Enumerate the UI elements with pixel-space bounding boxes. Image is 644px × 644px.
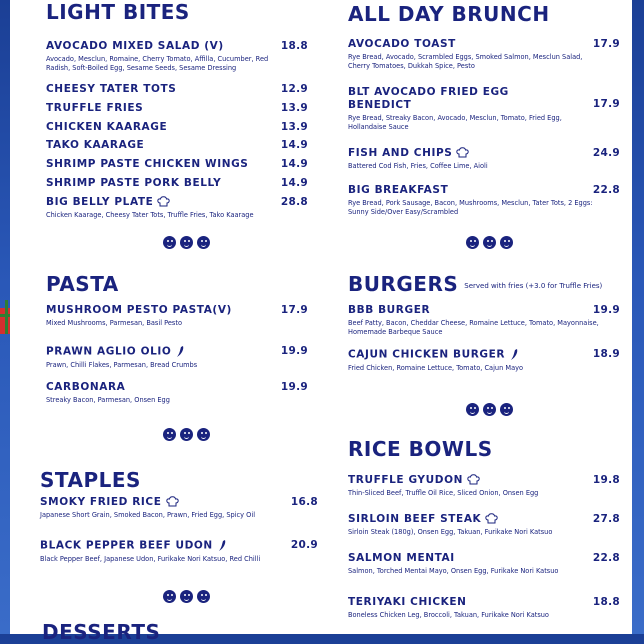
pasta-section [46, 272, 308, 296]
item-price: 17.9 [592, 38, 620, 50]
chili-icon [509, 348, 519, 361]
item-price: 18.8 [280, 40, 308, 52]
item-name-row [46, 196, 308, 209]
item-price: 22.8 [592, 552, 620, 564]
light-bites-section [46, 0, 308, 24]
face-icon [180, 590, 193, 603]
face-icon [163, 236, 176, 249]
item-description: Salmon, Torched Mentai Mayo, Onsen Egg, Furikake Nori Katsuo [348, 567, 559, 575]
item-name: MUSHROOM PESTO PASTA(V) [46, 304, 232, 316]
chef-hat-icon [166, 496, 179, 508]
menu-item [46, 121, 308, 134]
item-name: BBB BURGER [348, 304, 431, 316]
face-icon [500, 403, 513, 416]
menu-item [348, 304, 620, 337]
item-description: Sirloin Steak (180g), Onsen Egg, Takuan, Furikake Nori Katsuo [348, 528, 553, 536]
menu-item [46, 381, 308, 405]
item-price: 24.9 [592, 147, 620, 159]
menu-item [348, 86, 620, 132]
item-description: Boneless Chicken Leg, Broccoli, Takuan, Furikake Nori Katsuo [348, 611, 549, 619]
dietary-icons [466, 236, 513, 249]
rice-bowls-section [348, 437, 620, 461]
item-name: CHEESY TATER TOTS [46, 83, 177, 95]
item-description: Avocado, Mesclun, Romaine, Cherry Tomato, Affilla, Cucumber, Red Radish, Soft-Boiled Egg, Sesame Seeds, Sesame Dressing [46, 55, 269, 72]
item-name: BLT AVOCADO FRIED EGG BENEDICT [348, 86, 509, 111]
menu-item [46, 304, 308, 328]
item-name: AVOCADO MIXED SALAD (V) [46, 40, 224, 52]
item-description: Beef Patty, Bacon, Cheddar Cheese, Romaine Lettuce, Tomato, Mayonnaise, Homemade Barbeque Sauce [348, 319, 599, 336]
item-description: Black Pepper Beef, Japanese Udon, Furikake Nori Katsuo, Red Chilli [40, 554, 261, 563]
item-name: TERIYAKI CHICKEN [348, 596, 467, 608]
chef-hat-icon [467, 474, 480, 486]
item-price: 14.9 [280, 177, 308, 189]
dietary-icons [163, 428, 210, 441]
menu-item [46, 83, 308, 96]
menu-item [46, 196, 308, 220]
staples-section [40, 468, 308, 492]
item-price: 13.9 [280, 102, 308, 114]
menu-item [46, 158, 308, 171]
face-icon [180, 428, 193, 441]
item-price: 17.9 [592, 98, 620, 110]
item-name-row [348, 147, 620, 160]
item-description: Chicken Kaarage, Cheesy Tater Tots, Truffle Fries, Tako Kaarage [46, 211, 254, 219]
menu-item [348, 348, 620, 373]
menu-item [40, 539, 318, 564]
menu-sheet [10, 0, 632, 644]
item-price: 18.8 [592, 596, 620, 608]
item-price: 27.8 [592, 513, 620, 525]
item-description: Rye Bread, Pork Sausage, Bacon, Mushrooms, Mesclun, Tater Tots, 2 Eggs: Sunny Side/Over Easy/Scrambled [348, 199, 593, 216]
item-name: FISH AND CHIPS [348, 147, 453, 159]
section-title: PASTA [46, 272, 119, 296]
item-price: 19.9 [280, 381, 308, 393]
item-price: 17.9 [280, 304, 308, 316]
item-price: 14.9 [280, 139, 308, 151]
item-price: 16.8 [290, 496, 318, 508]
item-price: 22.8 [592, 184, 620, 196]
desserts-section [42, 620, 308, 644]
face-icon [483, 236, 496, 249]
item-name: CHICKEN KAARAGE [46, 121, 168, 133]
item-price: 19.8 [592, 474, 620, 486]
item-name: TRUFFLE FRIES [46, 102, 144, 114]
item-name-row [348, 513, 620, 526]
item-description: Streaky Bacon, Parmesan, Onsen Egg [46, 396, 170, 404]
face-icon [466, 236, 479, 249]
item-name: SIRLOIN BEEF STEAK [348, 513, 482, 525]
item-description: Japanese Short Grain, Smoked Bacon, Prawn, Fried Egg, Spicy Oil [40, 511, 256, 519]
section-title: RICE BOWLS [348, 437, 493, 461]
item-name: BIG BREAKFAST [348, 184, 449, 196]
chili-icon [175, 345, 185, 358]
face-icon [466, 403, 479, 416]
item-description: Prawn, Chilli Flakes, Parmesan, Bread Crumbs [46, 360, 198, 369]
brunch-section [348, 2, 620, 26]
chef-hat-icon [456, 147, 469, 159]
menu-item [348, 513, 620, 537]
dietary-icons [163, 236, 210, 249]
section-title: DESSERTS [42, 620, 161, 644]
dietary-icons [466, 403, 513, 416]
item-name: BIG BELLY PLATE [46, 196, 154, 208]
item-name: TAKO KAARAGE [46, 139, 145, 151]
menu-item [348, 474, 620, 498]
menu-item [348, 38, 620, 71]
item-name: SMOKY FRIED RICE [40, 496, 162, 508]
item-name-row [40, 539, 318, 553]
item-price: 20.9 [290, 539, 318, 551]
menu-item [46, 102, 308, 115]
item-price: 12.9 [280, 83, 308, 95]
item-name: PRAWN AGLIO OLIO [46, 345, 172, 358]
face-icon [163, 590, 176, 603]
item-description: Fried Chicken, Romaine Lettuce, Tomato, Cajun Mayo [348, 363, 524, 372]
chili-icon [217, 539, 227, 552]
menu-item [40, 496, 318, 520]
face-icon [180, 236, 193, 249]
burgers-section [348, 272, 620, 298]
menu-item [348, 147, 620, 171]
face-icon [500, 236, 513, 249]
item-description: Rye Bread, Streaky Bacon, Avocado, Mesclun, Tomato, Fried Egg, Hollandaise Sauce [348, 114, 562, 131]
item-description: Rye Bread, Avocado, Scrambled Eggs, Smoked Salmon, Mesclun Salad, Cherry Tomatoes, Dukkah Spice, Pesto [348, 53, 583, 70]
item-name-row [46, 345, 308, 359]
menu-item [348, 596, 620, 620]
item-name: CAJUN CHICKEN BURGER [348, 348, 506, 361]
menu-item [46, 177, 308, 190]
item-price: 19.9 [280, 345, 308, 357]
face-icon [483, 403, 496, 416]
item-description: Mixed Mushrooms, Parmesan, Basil Pesto [46, 319, 182, 327]
menu-item [46, 345, 308, 370]
item-description: Thin-Sliced Beef, Truffle Oil Rice, Sliced Onion, Onsen Egg [348, 489, 539, 497]
item-name-row [348, 474, 620, 487]
section-title: STAPLES [40, 468, 141, 492]
menu-item [348, 184, 620, 217]
item-price: 19.9 [592, 304, 620, 316]
section-title: ALL DAY BRUNCH [348, 2, 550, 26]
face-icon [197, 236, 210, 249]
menu-item [348, 552, 620, 576]
item-name-row [348, 348, 620, 362]
item-name: SHRIMP PASTE PORK BELLY [46, 177, 222, 189]
menu-item [46, 139, 308, 152]
item-price: 14.9 [280, 158, 308, 170]
chef-hat-icon [157, 196, 170, 208]
section-title [348, 272, 620, 298]
item-name: CARBONARA [46, 381, 126, 393]
item-name: BLACK PEPPER BEEF UDON [40, 539, 213, 552]
chef-hat-icon [485, 513, 498, 525]
section-note: Served with fries (+3.0 for Truffle Fries) [464, 281, 603, 290]
menu-item [46, 40, 308, 73]
item-name: AVOCADO TOAST [348, 38, 456, 50]
section-title-text: BURGERS [348, 272, 459, 296]
face-icon [197, 590, 210, 603]
item-price: 18.9 [592, 348, 620, 360]
item-price: 28.8 [280, 196, 308, 208]
section-title: LIGHT BITES [46, 0, 190, 24]
item-name-row [40, 496, 318, 509]
item-name: TRUFFLE GYUDON [348, 474, 463, 486]
item-price: 13.9 [280, 121, 308, 133]
item-name: SALMON MENTAI [348, 552, 455, 564]
dietary-icons [163, 590, 210, 603]
item-description: Battered Cod Fish, Fries, Coffee Lime, Aioli [348, 162, 488, 170]
face-icon [197, 428, 210, 441]
item-name: SHRIMP PASTE CHICKEN WINGS [46, 158, 249, 170]
face-icon [163, 428, 176, 441]
